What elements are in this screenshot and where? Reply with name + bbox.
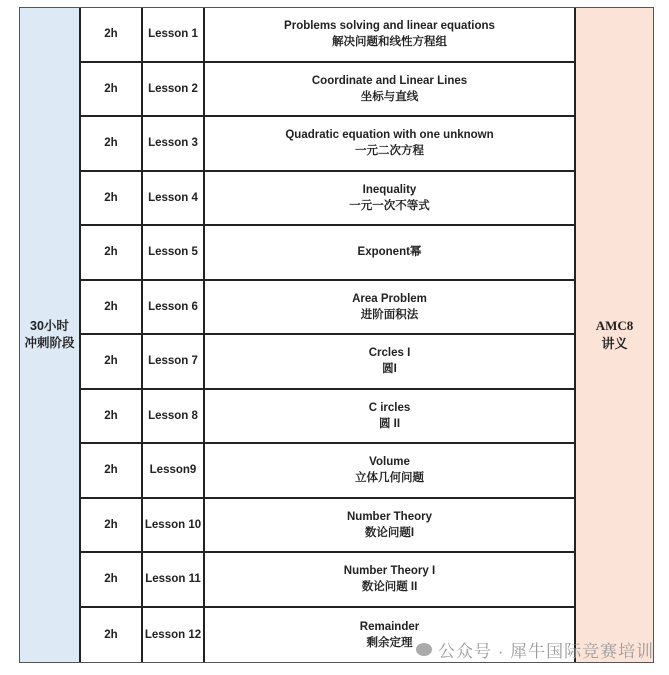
- lesson-cell: Lesson 10: [143, 499, 205, 554]
- topic-zh: 一元一次不等式: [349, 199, 430, 212]
- topic-cell: [205, 444, 574, 499]
- topic-en: C ircles: [368, 401, 411, 414]
- hours-cell: 2h: [81, 444, 143, 499]
- topic-zh: 坐标与直线: [360, 90, 419, 103]
- topic-cell: [205, 117, 574, 172]
- topic-en: Quadratic equation with one unknown: [285, 129, 494, 142]
- topic-en: Problems solving and linear equations: [284, 20, 495, 33]
- hours-cell: 2h: [81, 226, 143, 281]
- watermark-text: 公众号 · 犀牛国际竞赛培训: [438, 642, 655, 661]
- hours-cell: 2h: [81, 117, 143, 172]
- lesson-cell: Lesson 4: [143, 172, 205, 227]
- hours-cell: 2h: [81, 553, 143, 608]
- lesson-cell: Lesson 6: [143, 281, 205, 336]
- material-cell: [574, 8, 653, 662]
- hours-cell: 2h: [81, 281, 143, 336]
- watermark: [416, 637, 654, 662]
- lesson-cell: Lesson 1: [143, 8, 205, 63]
- topic-zh: 圆 II: [378, 417, 401, 430]
- topic-en: Exponent幂: [357, 246, 422, 259]
- stage-cell: [20, 8, 81, 662]
- topic-zh: 一元二次方程: [355, 145, 424, 158]
- topic-zh: 圆I: [382, 363, 397, 376]
- topic-cell: [205, 226, 574, 281]
- topic-en: Crcles I: [368, 347, 411, 360]
- topic-en: Coordinate and Linear Lines: [311, 74, 468, 87]
- topic-zh: 数论问题I: [364, 526, 415, 539]
- hours-cell: 2h: [81, 608, 143, 663]
- topic-cell: [205, 553, 574, 608]
- wechat-icon: [416, 643, 432, 656]
- topic-cell: [205, 63, 574, 118]
- stage-line1: 30小时: [30, 319, 69, 333]
- topic-cell: [205, 499, 574, 554]
- stage-line2: 冲刺阶段: [24, 336, 75, 350]
- lesson-cell: Lesson 7: [143, 335, 205, 390]
- topic-en: Volume: [369, 456, 410, 469]
- hours-cell: 2h: [81, 499, 143, 554]
- course-schedule-table: [19, 7, 654, 663]
- lesson-cell: Lesson 8: [143, 390, 205, 445]
- topic-cell: [205, 335, 574, 390]
- topic-zh: 进阶面积法: [360, 308, 419, 321]
- topic-zh: 数论问题 II: [361, 581, 418, 594]
- topic-en: Area Problem: [352, 292, 427, 305]
- hours-cell: 2h: [81, 390, 143, 445]
- lesson-cell: Lesson 11: [143, 553, 205, 608]
- lesson-cell: Lesson 5: [143, 226, 205, 281]
- topic-cell: [205, 172, 574, 227]
- topic-cell: [205, 281, 574, 336]
- material-line1: AMC8: [595, 318, 634, 333]
- lesson-cell: Lesson 2: [143, 63, 205, 118]
- hours-cell: 2h: [81, 172, 143, 227]
- topic-en: Number Theory I: [343, 565, 436, 578]
- topic-en: Remainder: [359, 620, 420, 633]
- hours-cell: 2h: [81, 8, 143, 63]
- topic-en: Inequality: [362, 183, 417, 196]
- topic-zh: 剩余定理: [366, 636, 413, 649]
- topic-cell: [205, 8, 574, 63]
- lesson-cell: Lesson9: [143, 444, 205, 499]
- lesson-cell: Lesson 12: [143, 608, 205, 663]
- lesson-cell: Lesson 3: [143, 117, 205, 172]
- topic-en: Number Theory: [347, 510, 432, 523]
- hours-cell: 2h: [81, 63, 143, 118]
- topic-zh: 立体几何问题: [355, 472, 424, 485]
- topic-zh: 解决问题和线性方程组: [332, 36, 447, 49]
- material-line2: 讲义: [601, 336, 628, 351]
- topic-cell: [205, 390, 574, 445]
- hours-cell: 2h: [81, 335, 143, 390]
